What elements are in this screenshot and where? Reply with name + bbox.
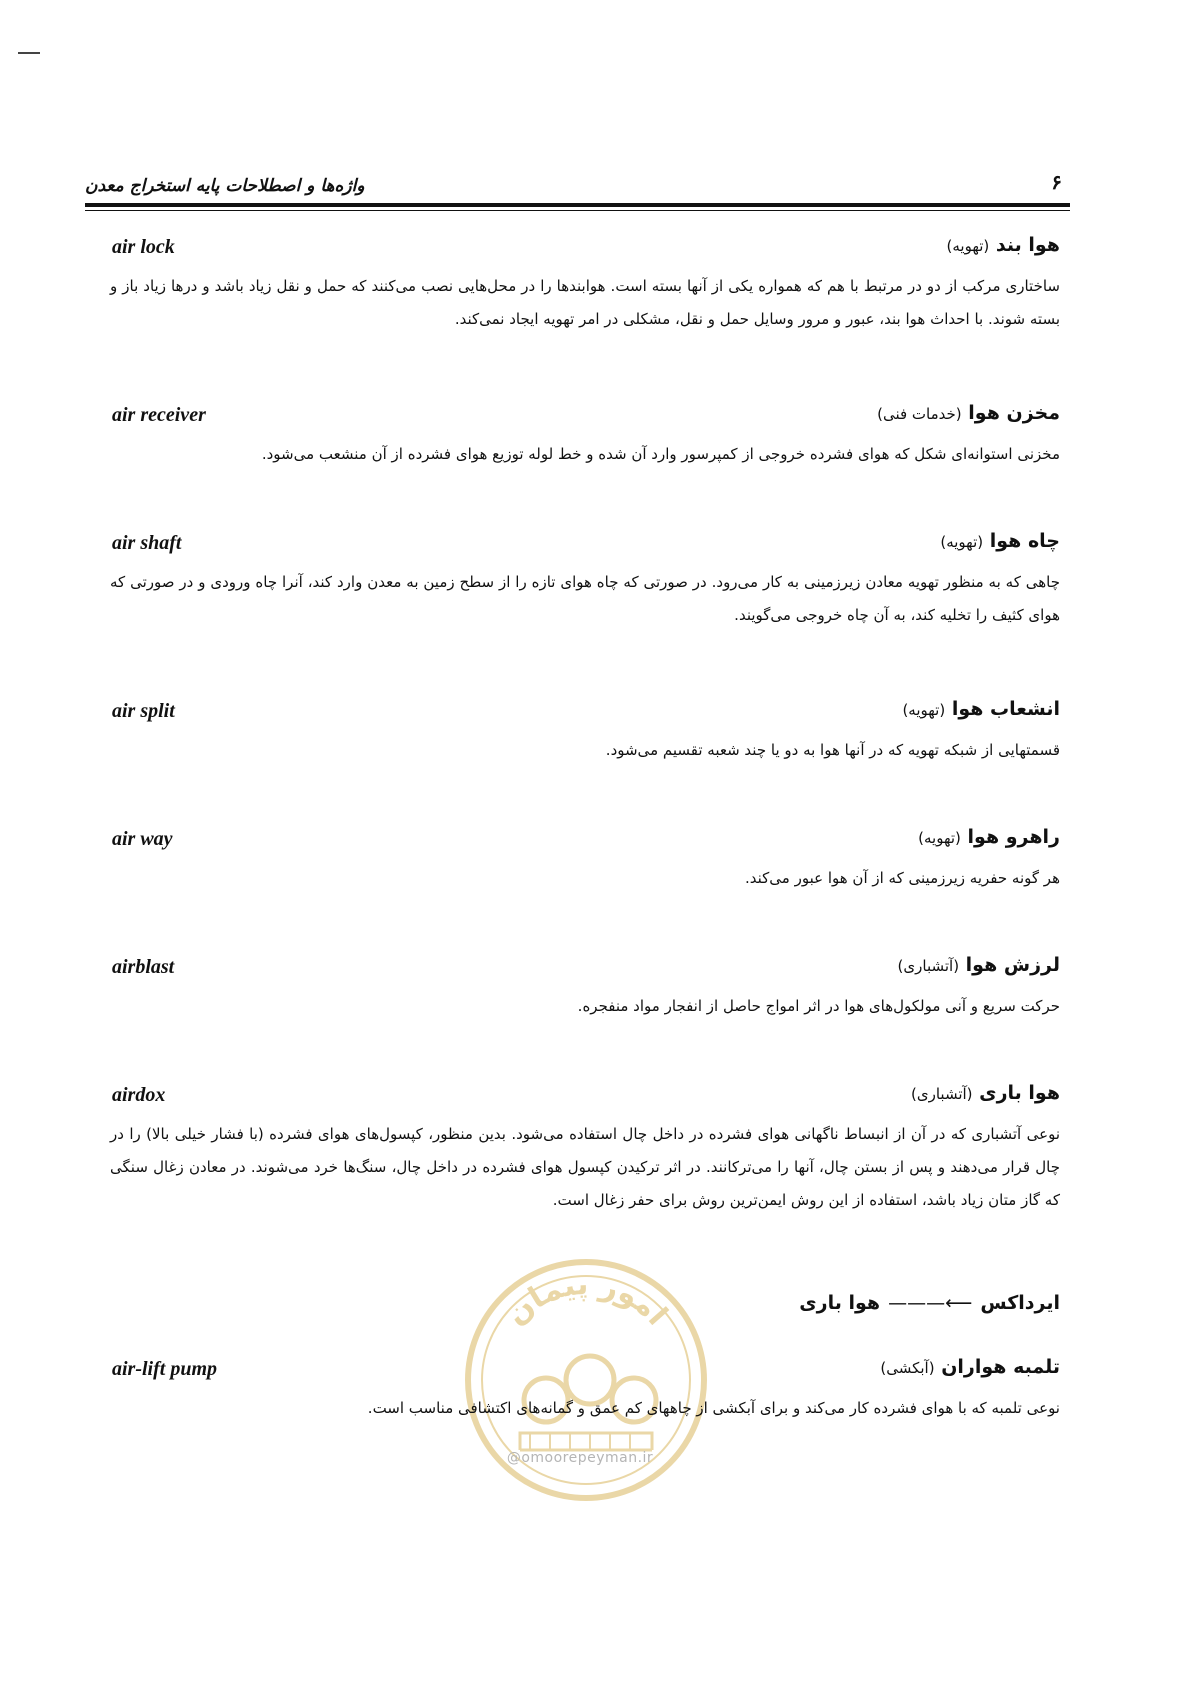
persian-term-text: هوا بند — [995, 234, 1060, 256]
definition-text: ساختاری مرکب از دو در مرتبط با هم که همواره یکی از آنها بسته است. هوابندها را در محل‌هایی نصب می‌کنند که حمل و نقل زیاد باشد و درها زیاد باز و بسته شوند. با احداث هوا بند، عبور و مرور وسایل حمل و نقل، مشکلی در امر تهویه ایجاد نمی‌کند. — [110, 277, 1060, 328]
english-term: air-lift pump — [112, 1358, 218, 1380]
scan-corner-mark — [18, 52, 40, 54]
persian-term-text: راهرو هوا — [967, 826, 1060, 848]
persian-term-text: تلمبه هواران — [941, 1356, 1060, 1378]
glossary-entry-air-split — [110, 696, 1060, 767]
persian-term — [940, 530, 1060, 552]
definition-text: هر گونه حفریه زیرزمینی که از آن هوا عبور می‌کند. — [744, 869, 1060, 887]
category-label: (تهویه) — [940, 533, 984, 551]
watermark-base-lines — [530, 1433, 630, 1450]
category-label: (آبکشی) — [880, 1359, 935, 1377]
definition-text: نوعی تلمبه که با هوای فشرده کار می‌کند و برای آبکشی از چاههای کم عمق و گمانه‌های اکتشافی مناسب است. — [367, 1399, 1060, 1417]
persian-term-text: چاه هوا — [989, 530, 1060, 552]
running-header — [85, 168, 1070, 206]
watermark-base-grid — [520, 1433, 652, 1450]
persian-term — [898, 954, 1060, 976]
glossary-entry-air-lock — [110, 232, 1060, 336]
glossary-entry-air-way — [110, 824, 1060, 895]
cross-reference-arrow: ⟵——— — [888, 1292, 973, 1314]
english-term: air lock — [112, 236, 175, 258]
persian-term — [947, 234, 1060, 256]
cross-reference-entry — [110, 1290, 1060, 1324]
definition-text: چاهی که به منظور تهویه معادن زیرزمینی به کار می‌رود. در صورتی که چاه هوای تازه را از سطح زمین به معدن وارد کند، آنرا چاه ورودی و در صورتی که هوای کثیف را تخلیه کند، به آن چاه خروجی می‌گویند. — [110, 573, 1060, 624]
persian-term — [918, 826, 1060, 848]
definition-text: حرکت سریع و آنی مولکول‌های هوا در اثر امواج حاصل از انفجار مواد منفجره. — [577, 997, 1060, 1015]
watermark-url: @omoorepeyman.ir — [506, 1450, 654, 1466]
english-term: air way — [112, 828, 173, 850]
persian-term-text: مخزن هوا — [968, 402, 1060, 424]
definition-text: قسمتهایی از شبکه تهویه که در آنها هوا به دو یا چند شعبه تقسیم می‌شود. — [605, 741, 1060, 759]
category-label: (خدمات فنی) — [877, 405, 962, 423]
cross-reference-target: هوا باری — [799, 1292, 881, 1314]
book-title: واژه‌ها و اصطلاحات پایه استخراج معدن — [85, 176, 365, 196]
persian-term-text: هوا باری — [979, 1082, 1060, 1104]
glossary-entry-air-receiver — [110, 400, 1060, 471]
glossary-entry-air-shaft — [110, 528, 1060, 632]
cross-reference-line — [799, 1292, 1060, 1314]
category-label: (آتشباری) — [897, 957, 960, 975]
english-term: airdox — [112, 1084, 166, 1106]
glossary-entry-airblast — [110, 952, 1060, 1023]
english-term: air split — [112, 700, 175, 722]
category-label: (آتشباری) — [911, 1085, 973, 1103]
page-number: ۶ — [1051, 170, 1062, 194]
header-rule-thick — [85, 203, 1070, 207]
category-label: (تهویه) — [918, 829, 961, 847]
english-term: air shaft — [112, 532, 182, 554]
english-term: airblast — [112, 956, 175, 978]
definition-text: نوعی آتشباری که در آن از انبساط ناگهانی هوای فشرده در داخل چال استفاده می‌شود. بدین منظور، کپسول‌های هوای فشرده (با فشار خیلی بالا) را در چال قرار می‌دهند و پس از بستن چال، آنها را می‌ترکانند. در اثر ترکیدن کپسول هوای فشرده در داخل چال، سنگ‌ها خرد می‌شوند. در معادن زغال سنگی که گاز متان زیاد باشد، استفاده از این روش ایمن‌ترین روش برای حفر زغال است. — [110, 1125, 1060, 1209]
persian-term — [877, 402, 1060, 424]
persian-term-text: انشعاب هوا — [951, 698, 1060, 720]
persian-term — [902, 698, 1060, 720]
glossary-entry-airdox — [110, 1080, 1060, 1217]
persian-term — [911, 1082, 1060, 1104]
persian-term-text: لرزش هوا — [965, 954, 1060, 976]
definition-text: مخزنی استوانه‌ای شکل که هوای فشرده خروجی از کمپرسور وارد آن شده و خط لوله توزیع هوای فشرده از آن منشعب می‌شود. — [261, 445, 1060, 463]
header-rule-thin — [85, 210, 1070, 211]
persian-term — [880, 1356, 1060, 1378]
category-label: (تهویه) — [902, 701, 946, 719]
glossary-entry-air-lift-pump — [110, 1354, 1060, 1425]
cross-reference-term: ایرداکس — [980, 1292, 1060, 1314]
watermark-logo-text-path: امور پیمان — [498, 1266, 675, 1333]
category-label: (تهویه) — [946, 237, 990, 255]
english-term: air receiver — [112, 404, 206, 426]
